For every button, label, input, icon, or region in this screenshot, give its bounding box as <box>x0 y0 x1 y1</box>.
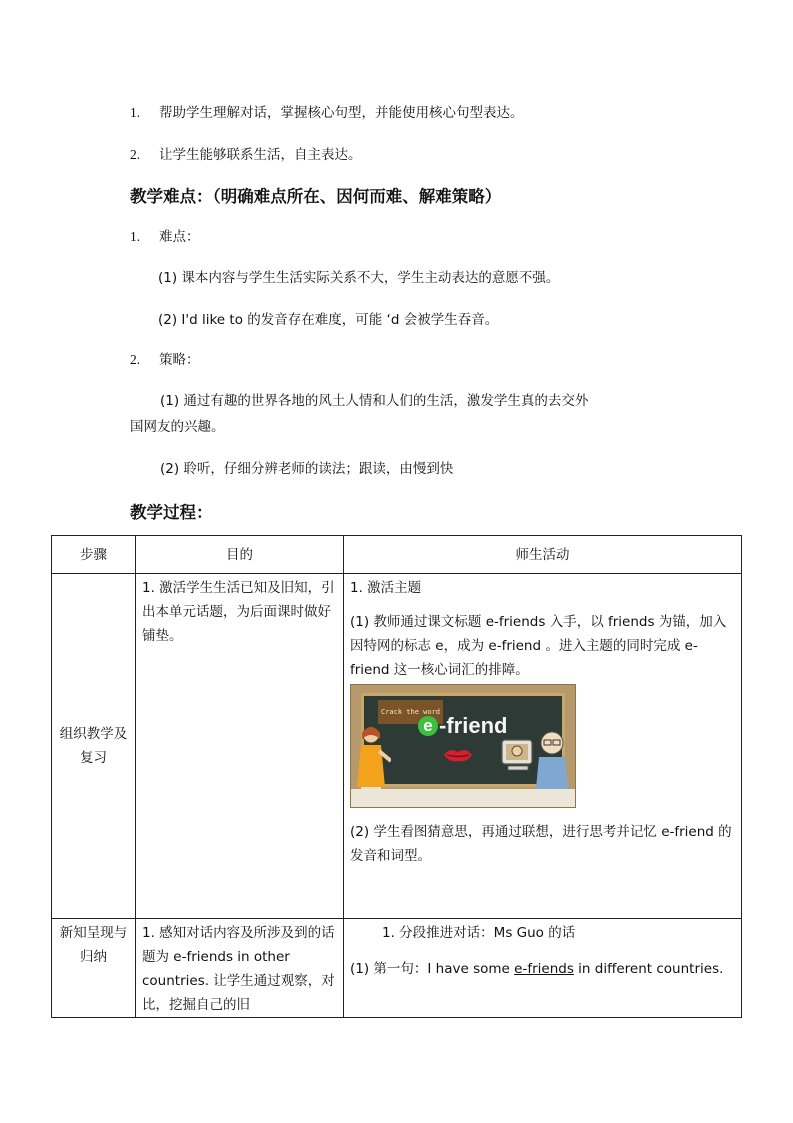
header-step: 步骤 <box>52 536 136 574</box>
strategy-item-1-line-2: 国网友的兴趣。 <box>130 419 225 435</box>
difficulty-label: 难点： <box>159 229 200 245</box>
strategy-label-line <box>130 350 200 370</box>
table-row <box>52 919 742 1018</box>
friend-word: friend <box>446 713 508 738</box>
objective-text: 让学生能够联系生活，自主表达。 <box>159 147 362 163</box>
header-purpose: 目的 <box>136 536 344 574</box>
difficulty-item-1: (1) 课本内容与学生生活实际关系不大，学生主动表达的意愿不强。 <box>158 270 560 286</box>
table-header-row <box>52 536 742 574</box>
difficulty-label-line <box>130 227 200 247</box>
lips-icon <box>442 746 474 764</box>
purpose-text: 1. 感知对话内容及所涉及到的话题为 e-friends in other countries. 让学生通过观察，对比，挖掘自己的旧 <box>142 925 335 1013</box>
activity-title: 1. 激活主题 <box>350 580 422 596</box>
strategy-item-1-line-1: (1) 通过有趣的世界各地的风土人情和人们的生活，激发学生真的去交外 <box>160 393 589 409</box>
objective-1 <box>130 103 524 123</box>
header-activity: 师生活动 <box>344 536 742 574</box>
floor <box>351 789 575 807</box>
table-row <box>52 574 742 919</box>
crack-the-word-banner: Crack the word <box>378 700 443 724</box>
strategy-label: 策略： <box>159 352 200 368</box>
difficulty-number: 1. <box>130 229 141 244</box>
difficulty-item-2: (2) I'd like to 的发音存在难度，可能 ‘d 会被学生吞音。 <box>158 312 499 328</box>
difficulty-heading: 教学难点：（明确难点所在、因何而难、解难策略） <box>130 187 502 206</box>
e-friend-word: e -friend <box>418 714 507 738</box>
activity-title: 1. 分段推进对话：Ms Guo 的话 <box>382 925 576 941</box>
activity-paragraph: (1) 教师通过课文标题 e-friends 入手，以 friends 为锚，加入因特网的标志 e，成为 e-friend 。进入主题的同时完成 e-friend 这一核心词汇的排障。 <box>350 614 727 678</box>
underlined-keyword: e-friends <box>514 961 574 977</box>
purpose-cell <box>136 919 344 1018</box>
activity-text-suffix: in different countries. <box>573 961 724 977</box>
activity-text-prefix: (1) 第一句：I have some <box>350 961 515 977</box>
activity-paragraph: (2) 学生看图猜意思，再通过联想，进行思考并记忆 e-friend 的发音和词型。 <box>350 824 732 864</box>
process-heading: 教学过程： <box>130 503 213 522</box>
objective-number: 1. <box>130 105 141 120</box>
process-table <box>51 535 742 1018</box>
objective-number: 2. <box>130 147 141 162</box>
strategy-item-2: (2) 聆听，仔细分辨老师的读法；跟读，由慢到快 <box>160 461 454 477</box>
internet-e-icon: e <box>418 716 438 736</box>
strategy-number: 2. <box>130 352 141 367</box>
purpose-text: 1. 激活学生生活已知及旧知，引出本单元话题，为后面课时做好铺垫。 <box>142 580 335 644</box>
purpose-cell <box>136 574 344 919</box>
activity-cell <box>344 574 742 919</box>
step-label: 新知呈现与归纳 <box>59 925 128 965</box>
step-cell <box>52 574 136 919</box>
activity-paragraph <box>350 957 735 981</box>
objective-text: 帮助学生理解对话，掌握核心句型，并能使用核心句型表达。 <box>159 105 524 121</box>
e-friend-illustration <box>350 684 576 808</box>
step-cell <box>52 919 136 1018</box>
objective-2 <box>130 145 362 165</box>
activity-cell <box>344 919 742 1018</box>
step-label: 组织教学及复习 <box>59 726 128 766</box>
